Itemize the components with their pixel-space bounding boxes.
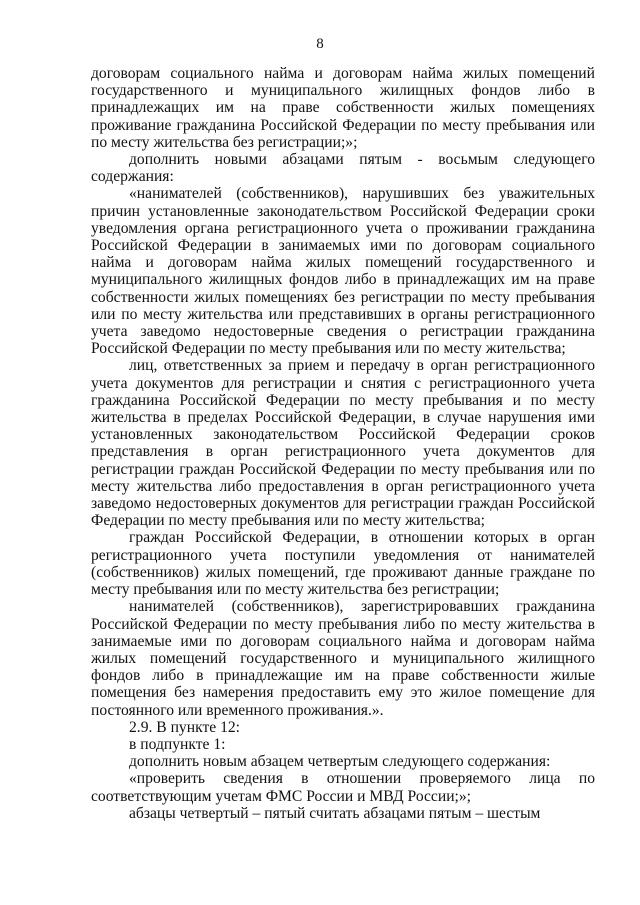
document-body bbox=[91, 65, 595, 822]
paragraph-8: в подпункте 1: bbox=[129, 735, 226, 753]
paragraph-2: дополнить новыми абзацами пятым - восьмым следующего содержания: bbox=[91, 151, 595, 186]
paragraph-5: граждан Российской Федерации, в отношении которых в орган регистрационного учета поступили уведомления от нанимателей (собственников) жилых помещений, где проживают данные граждане по месту пребывания или по месту жительства без регистрации; bbox=[91, 529, 595, 599]
paragraph-7: 2.9. В пункте 12: bbox=[129, 718, 241, 736]
paragraph-3: «нанимателей (собственников), нарушивших без уважительных причин установленные законодательством Российской Федерации сроки уведомления органа регистрационного учета о проживании гражданина Российской Федерации в занимаемых ими по договорам социального найма и договорам найма жилых помещений государственного и муниципального жилищных фондов либо в принадлежащих им на праве собственности жилых помещениях без регистрации по месту пребывания или по месту жительства или представивших в органы регистрационного учета заведомо недостоверные сведения о регистрации гражданина Российской Федерации по месту пребывания или по месту жительства; bbox=[91, 185, 595, 358]
paragraph-6: нанимателей (собственников), зарегистрировавших гражданина Российской Федерации по месту пребывания либо по месту жительства в занимаемые ими по договорам социального найма и договорам найма жилых помещений государственного и муниципального жилищного фондов либо в принадлежащие им на праве собственности жилые помещения без намерения предоставить ему это жилое помещение для постоянного или временного проживания.». bbox=[91, 598, 595, 719]
page-number: 8 bbox=[316, 36, 324, 52]
paragraph-9: дополнить новым абзацем четвертым следующего содержания: bbox=[129, 753, 551, 771]
paragraph-11: абзацы четвертый – пятый считать абзацами пятым – шестым bbox=[129, 804, 541, 822]
paragraph-4: лиц, ответственных за прием и передачу в орган регистрационного учета документов для регистрации и снятия с регистрационного учета гражданина Российской Федерации по месту пребывания и по месту жительства в пределах Российской Федерации, в случае нарушения ими установленных законодательством Российской Федерации сроков представления в орган регистрационного учета документов для регистрации граждан Российской Федерации по месту пребывания или по месту жительства либо предоставления в орган регистрационного учета заведомо недостоверных документов для регистрации граждан Российской Федерации по месту пребывания или по месту жительства; bbox=[91, 357, 595, 530]
paragraph-1: договорам социального найма и договорам найма жилых помещений государственного и муниципального жилищных фондов либо в принадлежащих им на праве собственности жилых помещениях проживание гражданина Российской Федерации по месту пребывания или по месту жительства без регистрации;»; bbox=[91, 65, 595, 151]
paragraph-10: «проверить сведения в отношении проверяемого лица по соответствующим учетам ФМС России и МВД России;»; bbox=[91, 770, 595, 805]
